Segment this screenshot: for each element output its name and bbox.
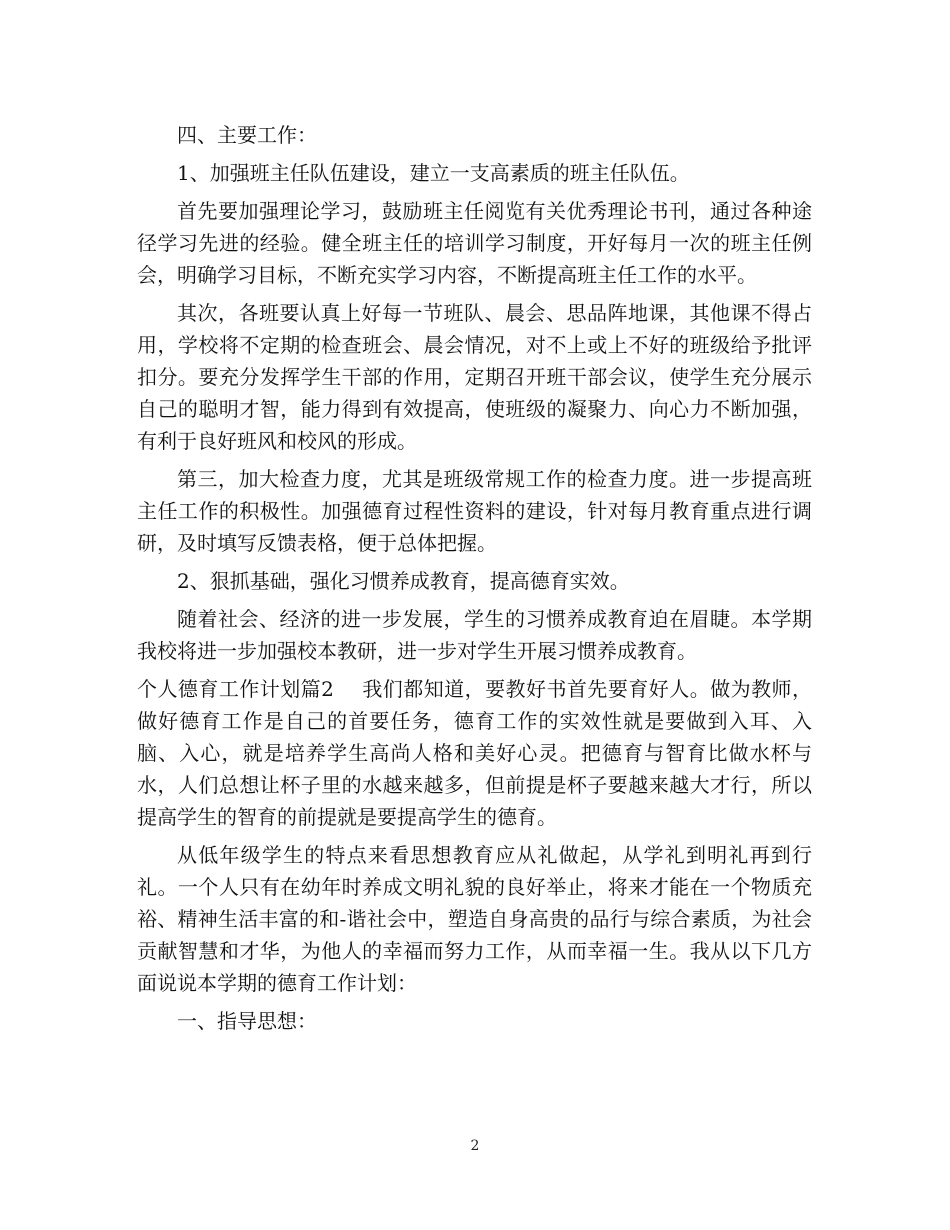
section-intro-paragraph bbox=[137, 673, 812, 833]
subheading-habit-education: 2、狠抓基础，强化习惯养成教育，提高德育实效。 bbox=[177, 569, 630, 593]
paragraph-class-meetings: 其次，各班要认真上好每一节班队、晨会、思品阵地课，其他课不得占用，学校将不定期的检查班会、晨会情况，对不上或上不好的班级给予批评扣分。要充分发挥学生干部的作用，定期召开班干部会议，使学生充分展示自己的聪明才智，能力得到有效提高，使班级的凝聚力、向心力不断加强，有利于良好班风和校风的形成。 bbox=[137, 301, 812, 453]
paragraph-theory-study: 首先要加强理论学习，鼓励班主任阅览有关优秀理论书刊，通过各种途径学习先进的经验。健全班主任的培训学习制度，开好每月一次的班主任例会，明确学习目标，不断充实学习内容，不断提高班主任工作的水平。 bbox=[137, 199, 812, 287]
heading-guiding-thought: 一、指导思想： bbox=[177, 1009, 317, 1033]
paragraph-etiquette: 从低年级学生的特点来看思想教育应从礼做起，从学礼到明礼再到行礼。一个人只有在幼年时养成文明礼貌的良好举止，将来才能在一个物质充裕、精神生活丰富的和-谐社会中，塑造自身高贵的品行与综合素质，为社会贡献智慧和才华，为他人的幸福而努力工作，从而幸福一生。我从以下几方面说说本学期的德育工作计划： bbox=[137, 843, 812, 995]
paragraph-habit-education: 随着社会、经济的进一步发展，学生的习惯养成教育迫在眉睫。本学期我校将进一步加强校本教研，进一步对学生开展习惯养成教育。 bbox=[137, 607, 812, 663]
subheading-team-building: 1、加强班主任队伍建设，建立一支高素质的班主任队伍。 bbox=[177, 161, 690, 185]
section-intro-text: 我们都知道，要教好书首先要育好人。做为教师，做好德育工作是自己的首要任务，德育工作的实效性就是要做到入耳、入脑、入心，就是培养学生高尚人格和美好心灵。把德育与智育比做水杯与水，人们总想让杯子里的水越来越多，但前提是杯子要越来越大才行，所以提高学生的智育的前提就是要提高学生的德育。 bbox=[137, 677, 812, 829]
paragraph-inspection: 第三，加大检查力度，尤其是班级常规工作的检查力度。进一步提高班主任工作的积极性。加强德育过程性资料的建设，针对每月教育重点进行调研，及时填写反馈表格，便于总体把握。 bbox=[137, 467, 812, 555]
heading-main-work: 四、主要工作： bbox=[177, 123, 317, 147]
section-title: 个人德育工作计划篇2 bbox=[137, 677, 334, 701]
page-number: 2 bbox=[470, 1138, 480, 1154]
document-body bbox=[137, 119, 812, 1043]
